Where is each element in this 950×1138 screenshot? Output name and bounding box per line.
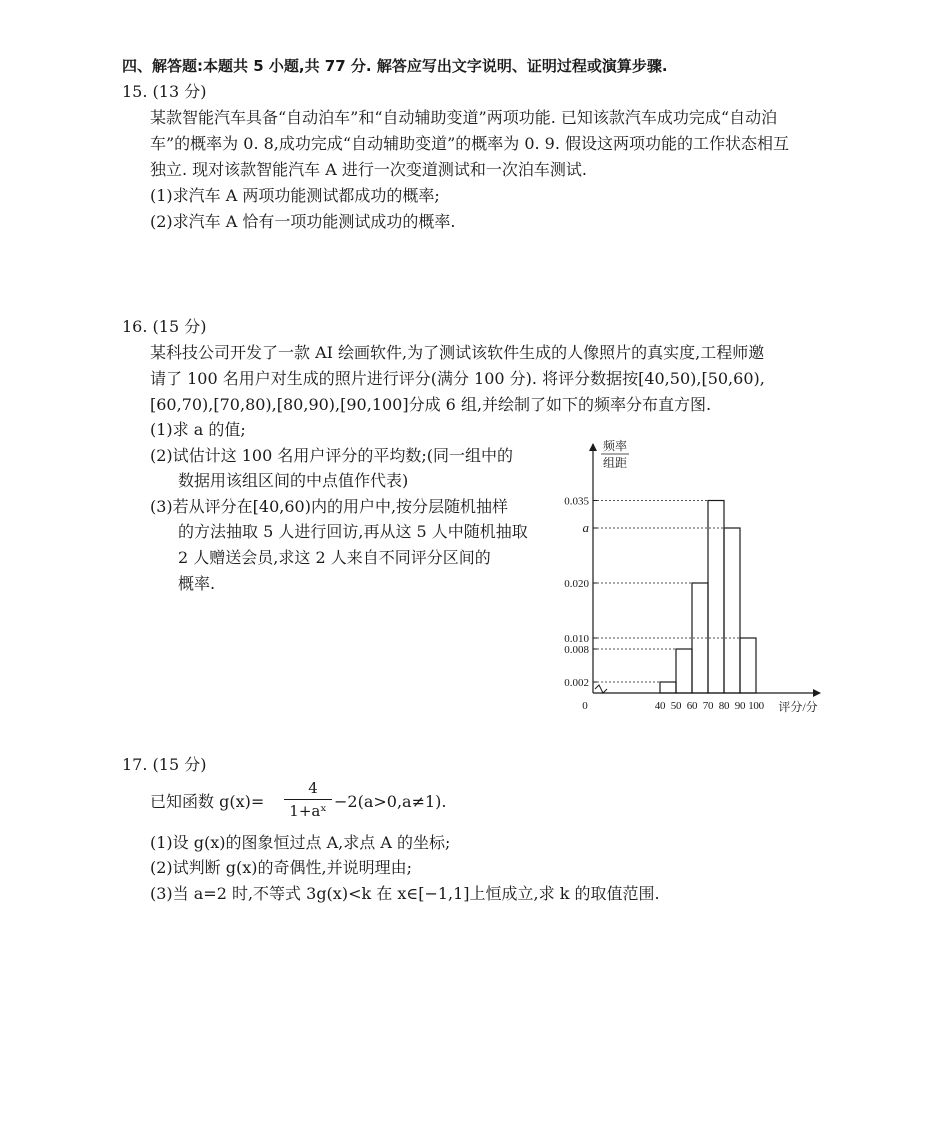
- question-16-part-3-line-1: (3)若从评分在[40,60)内的用户中,按分层随机抽样: [150, 497, 509, 516]
- y-tick-label: 0.008: [564, 644, 589, 656]
- question-16-text-line-2: 请了 100 名用户对生成的照片进行评分(满分 100 分). 将评分数据按[40,50),[50,60),: [150, 369, 765, 388]
- y-tick-label: 0.002: [564, 677, 589, 689]
- y-tick-label: 0.020: [564, 578, 589, 590]
- question-16-text-line-1: 某科技公司开发了一款 AI 绘画软件,为了测试该软件生成的人像照片的真实度,工程师邀: [150, 343, 765, 362]
- question-17-part-2: (2)试判断 g(x)的奇偶性,并说明理由;: [150, 858, 412, 877]
- x-tick-label: 100: [748, 700, 764, 712]
- fraction-bar: [284, 799, 332, 800]
- x-tick-label: 90: [734, 700, 746, 712]
- x-axis-label: 评分/分: [778, 700, 818, 714]
- x-tick-label: 60: [686, 700, 698, 712]
- histogram-bar: [724, 528, 740, 693]
- question-15-part-1: (1)求汽车 A 两项功能测试都成功的概率;: [150, 186, 440, 205]
- x-tick-label: 80: [718, 700, 730, 712]
- question-15-text-line-1: 某款智能汽车具备“自动泊车”和“自动辅助变道”两项功能. 已知该款汽车成功完成“自动泊: [150, 108, 778, 127]
- y-axis-label-numerator: 频率: [602, 439, 628, 453]
- fraction-denominator: 1+aˣ: [289, 802, 327, 820]
- y-tick-label: a: [582, 520, 589, 535]
- question-16-part-1: (1)求 a 的值;: [150, 420, 246, 439]
- y-tick-label: 0.010: [564, 633, 589, 645]
- question-16-part-3-line-4: 概率.: [178, 574, 216, 593]
- x-tick-label: 70: [702, 700, 714, 712]
- histogram-bar: [740, 638, 756, 693]
- x-tick-label: 50: [670, 700, 682, 712]
- question-17-part-3: (3)当 a=2 时,不等式 3g(x)<k 在 x∈[−1,1]上恒成立,求 k 的取值范围.: [150, 884, 660, 903]
- question-15-part-2: (2)求汽车 A 恰有一项功能测试成功的概率.: [150, 212, 456, 231]
- axis-break-icon: [595, 685, 607, 693]
- question-15-text-line-3: 独立. 现对该款智能汽车 A 进行一次变道测试和一次泊车测试.: [150, 160, 587, 179]
- section-header: 四、解答题:本题共 5 小题,共 77 分. 解答应写出文字说明、证明过程或演算步骤.: [122, 57, 668, 75]
- question-16-text-line-3: [60,70),[70,80),[80,90),[90,100]分成 6 组,并绘制了如下的频率分布直方图.: [150, 395, 712, 414]
- question-17-part-1: (1)设 g(x)的图象恒过点 A,求点 A 的坐标;: [150, 833, 451, 852]
- question-16-part-2-line-2: 数据用该组区间的中点值作代表): [178, 471, 409, 490]
- x-tick-label: 40: [654, 700, 666, 712]
- histogram-bar: [708, 501, 724, 694]
- question-17-function-tail: −2(a>0,a≠1).: [334, 792, 447, 811]
- question-16-part-3-line-3: 2 人赠送会员,求这 2 人来自不同评分区间的: [178, 548, 491, 567]
- fraction-numerator: 4: [308, 779, 318, 797]
- question-16-part-2-line-1: (2)试估计这 100 名用户评分的平均数;(同一组中的: [150, 446, 514, 465]
- histogram-bar: [660, 682, 676, 693]
- y-tick-label: 0.035: [564, 495, 589, 508]
- frequency-histogram: [540, 436, 840, 726]
- question-17-number: 17. (15 分): [122, 755, 207, 774]
- question-15-text-line-2: 车”的概率为 0. 8,成功完成“自动辅助变道”的概率为 0. 9. 假设这两项功能的工作状态相互: [150, 134, 790, 153]
- question-16-part-3-line-2: 的方法抽取 5 人进行回访,再从这 5 人中随机抽取: [178, 522, 528, 541]
- origin-label: 0: [582, 700, 588, 712]
- question-17-intro: 已知函数 g(x)=: [150, 792, 265, 811]
- y-axis-label-denominator: 组距: [602, 456, 628, 470]
- histogram-bar: [676, 649, 692, 693]
- question-16-number: 16. (15 分): [122, 317, 207, 336]
- question-15-number: 15. (13 分): [122, 82, 207, 101]
